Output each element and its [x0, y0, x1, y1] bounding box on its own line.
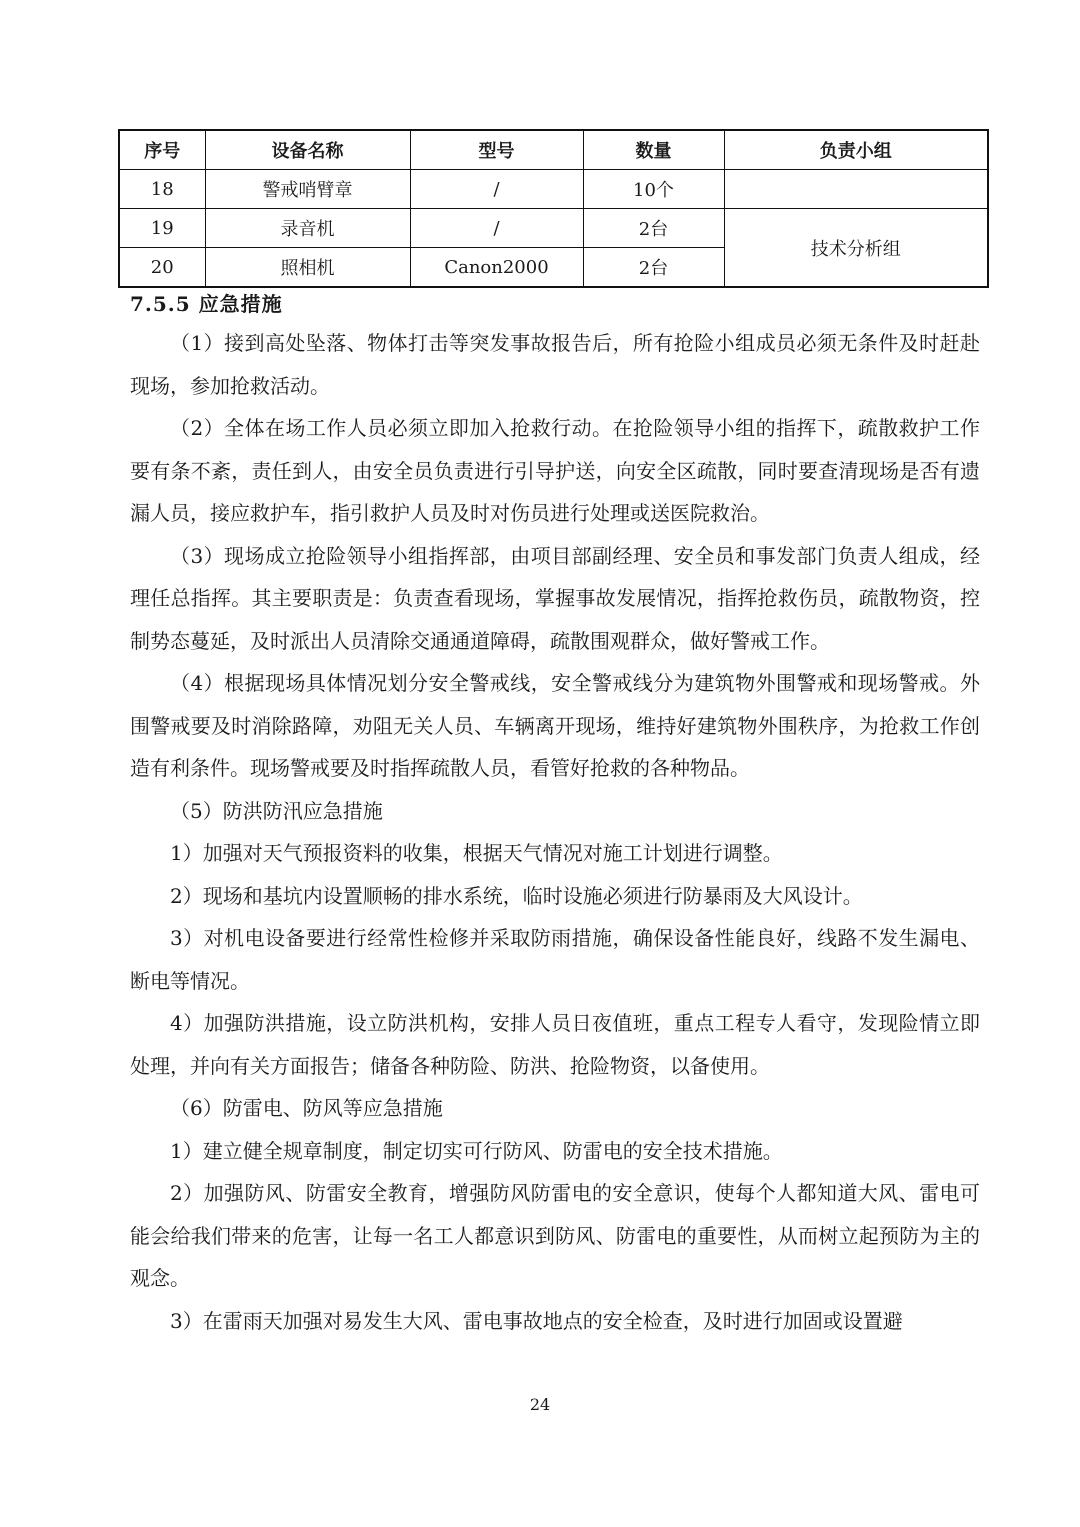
cell-qty: 2台 — [583, 248, 724, 288]
cell-name: 警戒哨臂章 — [205, 170, 410, 209]
cell-group — [724, 170, 988, 209]
cell-model: / — [410, 170, 583, 209]
paragraph: 2）加强防风、防雷安全教育，增强防风防雷电的安全意识，使每个人都知道大风、雷电可能会给我们带来的危害，让每一名工人都意识到防风、防雷电的重要性，从而树立起预防为主的观念。 — [130, 1181, 980, 1290]
header-model: 型号 — [410, 130, 583, 170]
header-no: 序号 — [119, 130, 205, 170]
section-body — [130, 322, 980, 1342]
cell-name: 录音机 — [205, 209, 410, 248]
cell-group-merged: 技术分析组 — [724, 209, 988, 288]
table-row — [119, 209, 988, 248]
paragraph: 1）建立健全规章制度，制定切实可行防风、防雷电的安全技术措施。 — [170, 1138, 783, 1163]
table-header-row — [119, 130, 988, 170]
cell-no: 18 — [119, 170, 205, 209]
page-number: 24 — [529, 1395, 551, 1414]
section-title: 7.5.5 应急措施 — [130, 292, 283, 316]
paragraph: （2）全体在场工作人员必须立即加入抢救行动。在抢险领导小组的指挥下，疏散救护工作要有条不紊，责任到人，由安全员负责进行引导护送，向安全区疏散，同时要查清现场是否有遗漏人员，接应救护车，指引救护人员及时对伤员进行处理或送医院救治。 — [130, 416, 980, 525]
cell-no: 19 — [119, 209, 205, 248]
header-name: 设备名称 — [205, 130, 410, 170]
paragraph: （1）接到高处坠落、物体打击等突发事故报告后，所有抢险小组成员必须无条件及时赶赴现场，参加抢救活动。 — [130, 331, 980, 398]
cell-name: 照相机 — [205, 248, 410, 288]
paragraph: 3）对机电设备要进行经常性检修并采取防雨措施，确保设备性能良好，线路不发生漏电、断电等情况。 — [130, 926, 980, 993]
cell-model: Canon2000 — [410, 248, 583, 288]
paragraph: （3）现场成立抢险领导小组指挥部，由项目部副经理、安全员和事发部门负责人组成，经理任总指挥。其主要职责是：负责查看现场，掌握事故发展情况，指挥抢救伤员，疏散物资，控制势态蔓延，及时派出人员清除交通通道障碍，疏散围观群众，做好警戒工作。 — [130, 543, 980, 653]
cell-model: / — [410, 209, 583, 248]
header-qty: 数量 — [583, 130, 724, 170]
cell-qty: 2台 — [583, 209, 724, 248]
equipment-table — [118, 129, 989, 288]
paragraph: （4）根据现场具体情况划分安全警戒线，安全警戒线分为建筑物外围警戒和现场警戒。外围警戒要及时消除路障，劝阻无关人员、车辆离开现场，维持好建筑物外围秩序，为抢救工作创造有利条件。现场警戒要及时指挥疏散人员，看管好抢救的各种物品。 — [130, 671, 980, 780]
paragraph: 1）加强对天气预报资料的收集，根据天气情况对施工计划进行调整。 — [170, 841, 783, 865]
paragraph: （5）防洪防汛应急措施 — [170, 798, 383, 823]
paragraph: （6）防雷电、防风等应急措施 — [170, 1096, 443, 1120]
cell-qty: 10个 — [583, 170, 724, 209]
table-row — [119, 170, 988, 209]
paragraph: 3）在雷雨天加强对易发生大风、雷电事故地点的安全检查，及时进行加固或设置避 — [170, 1308, 903, 1333]
paragraph: 2）现场和基坑内设置顺畅的排水系统，临时设施必须进行防暴雨及大风设计。 — [170, 883, 863, 908]
cell-no: 20 — [119, 248, 205, 288]
paragraph: 4）加强防洪措施，设立防洪机构，安排人员日夜值班，重点工程专人看守，发现险情立即处理，并向有关方面报告；储备各种防险、防洪、抢险物资，以备使用。 — [130, 1011, 980, 1078]
header-group: 负责小组 — [724, 130, 988, 170]
